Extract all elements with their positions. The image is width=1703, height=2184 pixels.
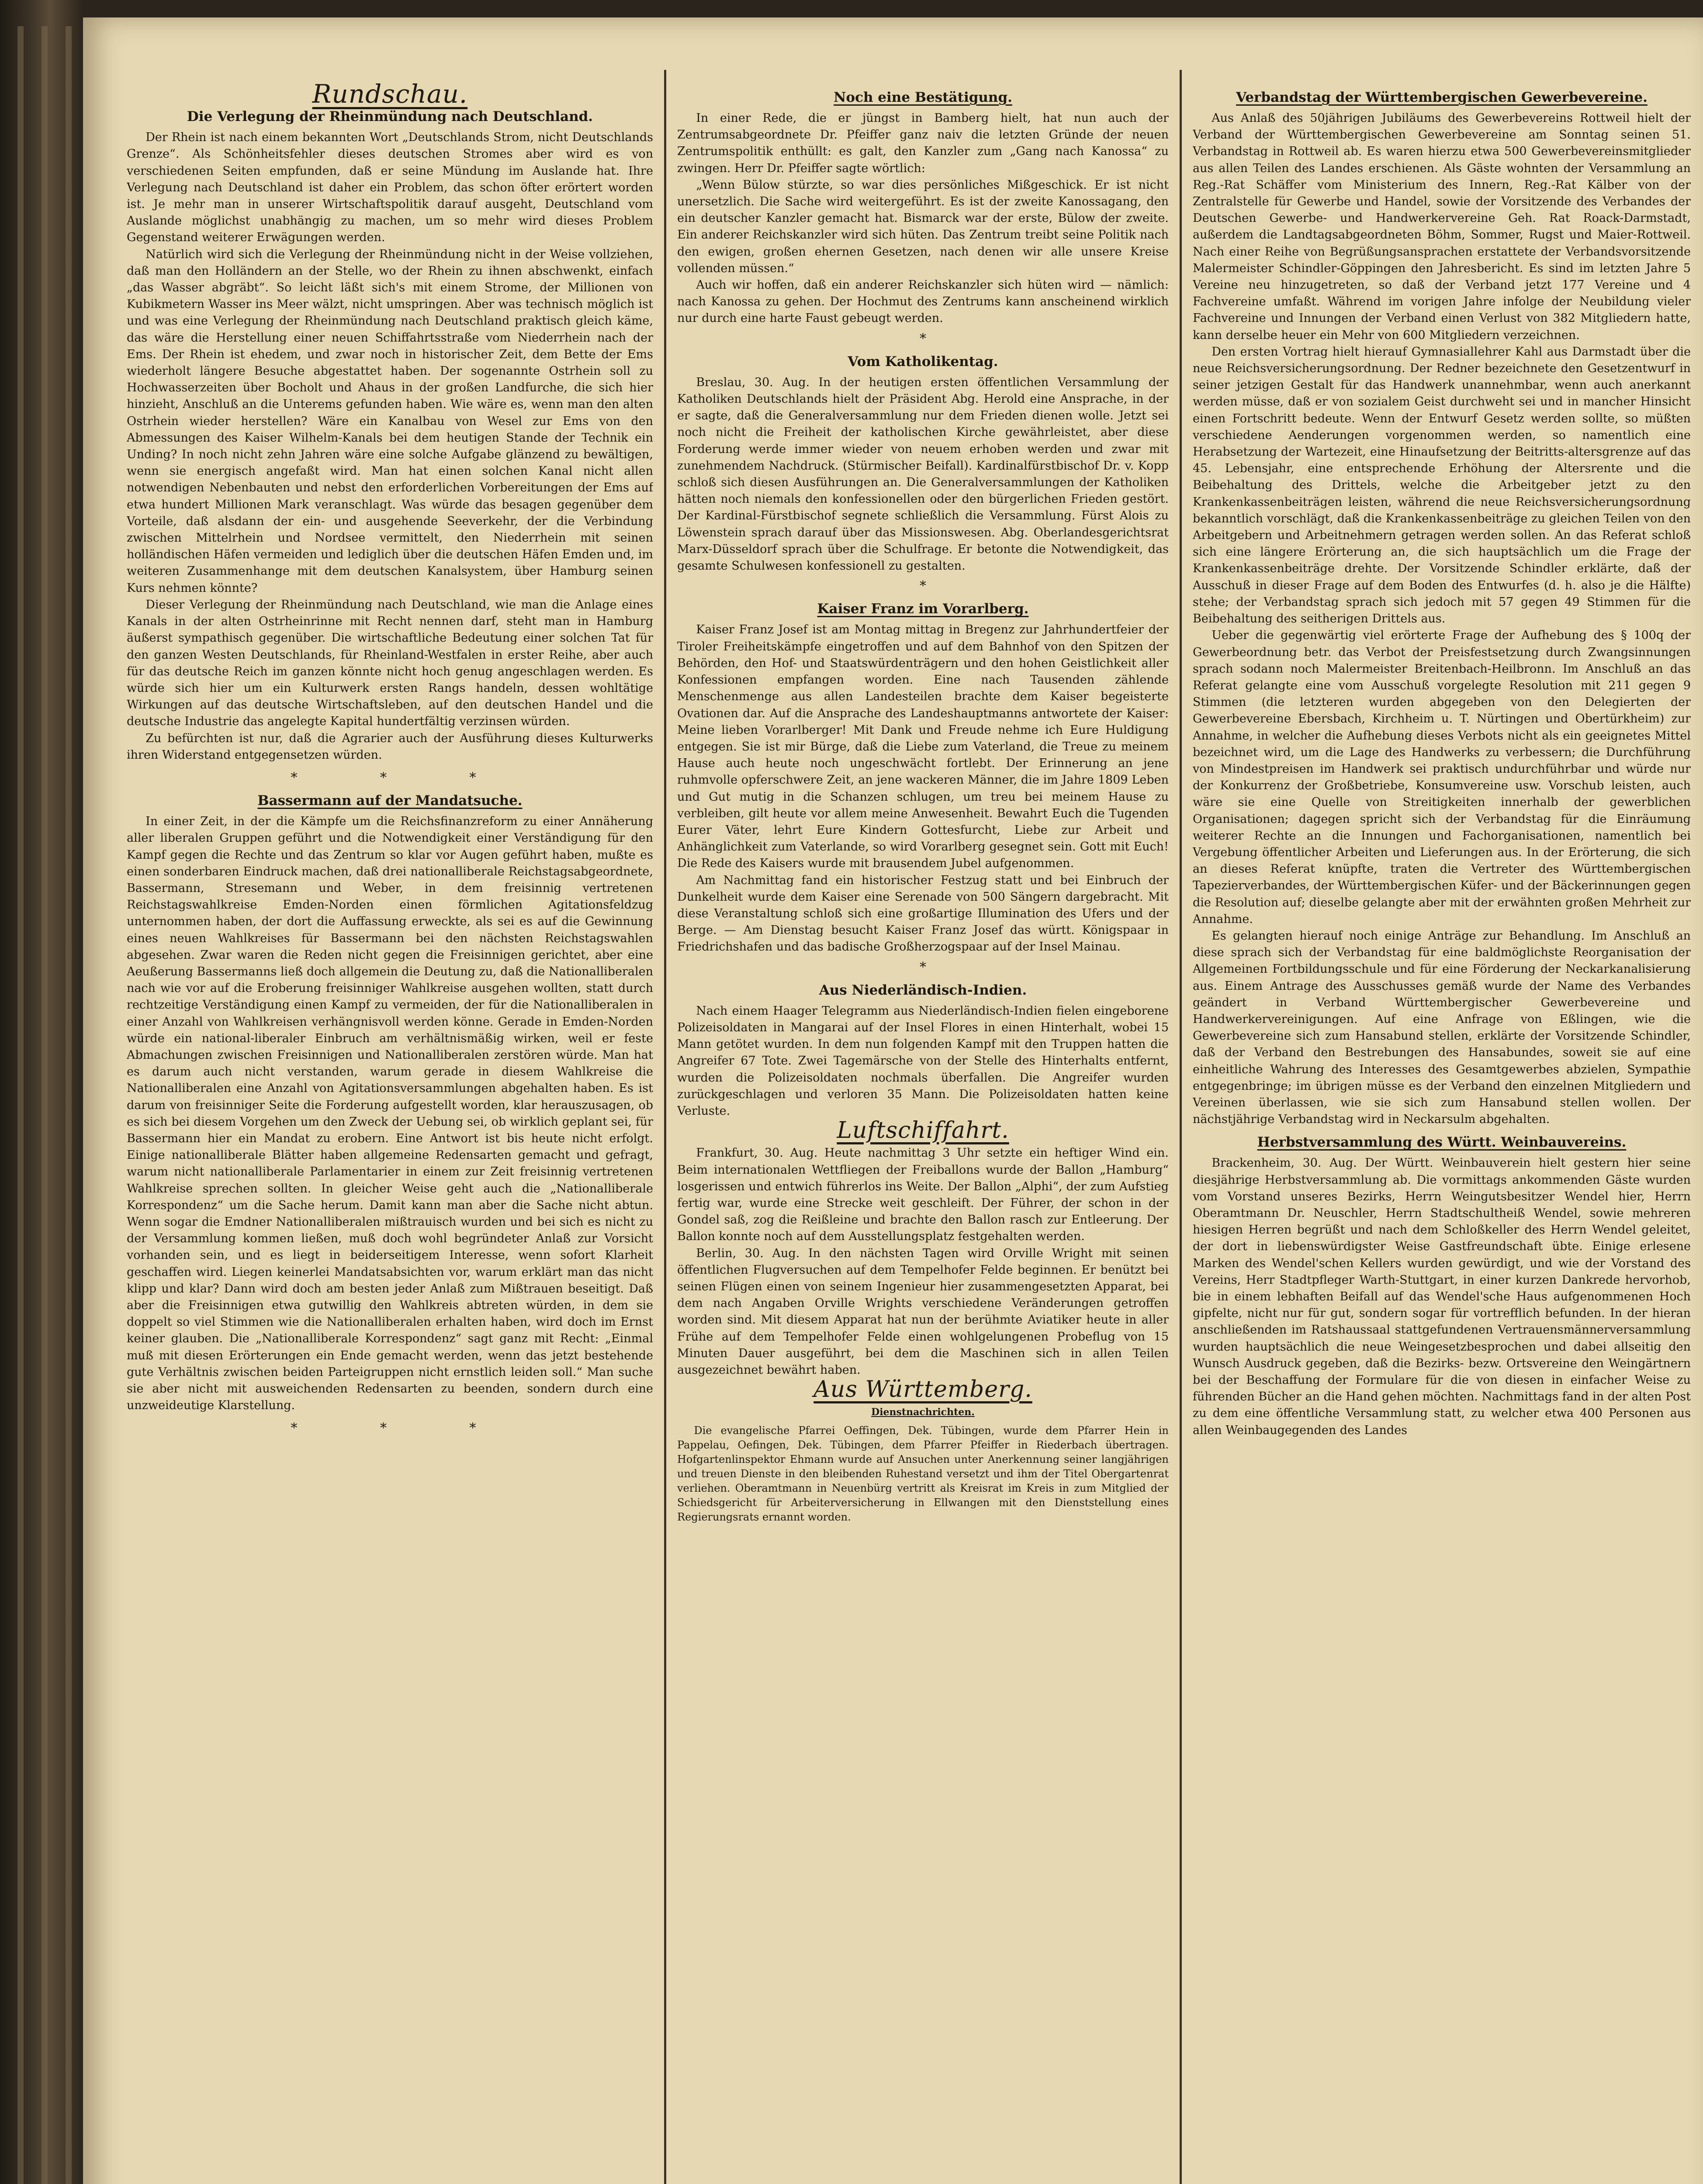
article-body: [677, 1145, 1169, 1379]
page-edge: [66, 26, 72, 2184]
newspaper-page: [83, 17, 1703, 2184]
separator-star: *: [920, 331, 926, 346]
article-body: [127, 129, 653, 764]
article-body: [677, 1424, 1169, 1524]
book-binding: [0, 0, 83, 2184]
separator-stars: * * *: [291, 770, 516, 785]
paragraph: Es gelangten hierauf noch einige Anträge zur Behandlung. Im Anschluß an diese sprach sich der Verbandstag für eine baldmöglichste Reorganisation der Allgemeinen Fortbildungsschule und für eine Förderung der Neckarkanalisierung aus. Einem Antrage des Ausschusses gemäß wurde der Name des Verbandes geändert in Verband Württembergischer Gewerbevereine und Handwerkervereinigungen. Auf eine Anfrage von Eßlingen, wie die Gewerbevereine sich zum Hansabund stellen, erklärte der Vorsitzende Schindler, daß der Verband den Bestrebungen des Hansabundes, soweit sie auf eine einheitliche Wahrung des Interesses des Gesamtgewerbes abzielen, Sympathie entgegenbringe; im übrigen müsse es der Verband den einzelnen Mitgliedern und Vereinen überlassen, wie sie sich zum Hansabund stellen wollen. Der nächstjährige Verbandstag wird in Neckarsulm abgehalten.: [1193, 929, 1691, 1127]
article-body: [1193, 1155, 1691, 1438]
article-headline: Vom Katholikentag.: [848, 353, 998, 370]
article-headline: Die Verlegung der Rheinmündung nach Deutschland.: [187, 109, 593, 125]
article-headline: Bassermann auf der Mandatsuche.: [257, 793, 523, 809]
paragraph: Nach einem Haager Telegramm aus Niederländisch-Indien fielen eingeborene Polizeisoldaten in Mangarai auf der Insel Flores in einen Hinterhalt, wobei 15 Mann getötet wurden. In dem nun folgenden Kampf mit den Truppen hatten die Angreifer 67 Tote. Zwei Tagemärsche von der Stelle des Hinterhalts entfernt, wurden die Polizeisoldaten nochmals überfallen. Die Angreifer wurden zurückgeschlagen und verloren 35 Mann. Die Polizeisoldaten hatten keine Verluste.: [677, 1004, 1169, 1118]
column-1: [127, 83, 653, 2184]
section-title: Aus Württemberg.: [813, 1376, 1032, 1403]
column-rule: [1180, 70, 1182, 2184]
section-title: Rundschau.: [312, 83, 468, 109]
paragraph: Auch wir hoffen, daß ein anderer Reichskanzler sich hüten wird — nämlich: nach Kanossa zu gehen. Der Hochmut des Zentrums kann anscheinend wirklich nur durch eine harte Faust gebeugt werden.: [677, 278, 1169, 325]
separator-stars: * * *: [291, 1420, 516, 1436]
paragraph: Aus Anlaß des 50jährigen Jubiläums des Gewerbevereins Rottweil hielt der Verband der Württembergischen Gewerbevereine am Sonntag seinen 51. Verbandstag in Rottweil ab. Es waren hierzu etwa 500 Gewerbevereinsmitglieder aus allen Teilen des Landes erschienen. Als Gäste wohnten der Versammlung an Reg.-Rat Schäffer vom Ministerium des Innern, Reg.-Rat Kälber von der Zentralstelle für Gewerbe und Handel, sowie der Vorsitzende des Verbandes der Deutschen Gewerbe- und Handwerkervereine Geh. Rat Roack-Darmstadt, außerdem die Landtagsabgeordneten Böhm, Sommer, Rugst und Maier-Rottweil. Nach einer Reihe von Begrüßungsansprachen erstattete der Verbandsvorsitzende Malermeister Schindler-Göppingen den Jahresbericht. Es sind im letzten Jahre 5 Vereine neu hinzugetreten, so daß der Verband jetzt 177 Vereine und 4 Fachvereine umfaßt. Während im vorigen Jahre infolge der Neubildung vieler Fachvereine und Innungen der Verband einen Verlust von 382 Mitgliedern hatte, kann derselbe heuer ein Mehr von 600 Mitgliedern verzeichnen.: [1193, 111, 1691, 342]
column-3: [1193, 83, 1691, 2184]
paragraph: Frankfurt, 30. Aug. Heute nachmittag 3 Uhr setzte ein heftiger Wind ein. Beim internationalen Wettfliegen der Freiballons wurde der Ballon „Hamburg“ losgerissen und entwich führerlos ins Weite. Der Ballon „Alphi“, der zum Aufstieg fertig war, wurde eine Strecke weit geschleift. Der Führer, der schon in der Gondel saß, zog die Reißleine und brachte den Ballon rasch zur Entleerung. Der Ballon konnte noch auf dem Ausstellungsplatz festgehalten werden.: [677, 1146, 1169, 1244]
paragraph: Brackenheim, 30. Aug. Der Württ. Weinbauverein hielt gestern hier seine diesjährige Herbstversammlung ab. Die vormittags ankommenden Gäste wurden vom Vorstand unseres Bezirks, Herrn Weingutsbesitzer Wendel hier, Herrn Oberamtmann Dr. Neuschler, Herrn Stadtschultheiß Wendel, sowie mehreren hiesigen Herren begrüßt und nach dem Schloßkeller des Herrn Wendel geleitet, der dort in liebenswürdigster Weise Gastfreundschaft übte. Einige erlesene Marken des Wendel'schen Kellers wurden gewürdigt, und wie der Vorstand des Vereins, Herr Stadtpfleger Warth-Stuttgart, in einer kurzen Dankrede hervorhob, bie in einem lebhaften Beifall auf das Wendel'sche Haus aufgenommenen Hoch gipfelte, nicht nur für gut, sondern sogar für vortrefflich befunden. In der hieran anschließenden im Ratshaussaal stattgefundenen Vertrauensmännerversammlung wurden hauptsächlich die neue Weingesetzbesprochen und dabei allseitig den Wunsch Ausdruck gegeben, daß die Bezirks- bezw. Ortsvereine den Weingärtnern bei der Beschaffung der Formulare für die von diesen in einfacher Weise zu führenden Bücher an die Hand gehen möchten. Nachmittags fand in der alten Post zu dem eine öffentliche Versammlung statt, zu welcher etwa 400 Personen aus allen Weinbaugegenden des Landes: [1193, 1156, 1691, 1437]
article-body: [677, 1003, 1169, 1120]
paragraph: Natürlich wird sich die Verlegung der Rheinmündung nicht in der Weise vollziehen, daß man den Holländern an der Stelle, wo der Rhein zu ihnen abschwenkt, einfach „das Wasser abgräbt“. So leicht läßt sich's mit einem Strome, der Millionen von Kubikmetern Wasser ins Meer wälzt, nicht umspringen. Aber was technisch möglich ist und was eine Verlegung der Rheinmündung nach Deutschland praktisch gleich käme, das wäre die Herstellung einer neuen Schiffahrtsstraße vom Niederrhein nach der Ems. Der Rhein ist ehedem, und zwar noch in historischer Zeit, dem Bette der Ems wiederholt längere Besuche abgestattet haben. Der sogenannte Ostrhein soll zu Hochwasserzeiten über Bocholt und Ahaus in der großen Landfurche, die sich hier hinzieht, Anschluß an die Unterems gefunden haben. Wie wäre es, wenn man den alten Ostrhein wieder herstellen? Wäre ein Kanalbau von Wesel zur Ems von den Abmessungen des Kaiser Wilhelm-Kanals bei dem heutigen Stande der Technik ein Unding? In noch nicht zehn Jahren wäre eine solche Aufgabe glänzend zu bewältigen, wenn sie energisch angefaßt wird. Man hat einen solchen Kanal nicht allen notwendigen Nebenbauten und nebst den erforderlichen Vorbereitungen der Ems auf etwa hundert Millionen Mark veranschlagt. Was würde das besagen gegenüber dem Vorteile, daß alsdann der ein- und ausgehende Seeverkehr, der die Verbindung zwischen Mittelrhein und Nordsee vermittelt, den Niederrhein mit seinen holländischen Häfen vermeiden und lediglich über die deutschen Häfen Emden und, im weiteren Zusammenhange mit dem deutschen Kanalsystem, über Hamburg seinen Kurs nehmen könnte?: [127, 247, 653, 595]
article-headline: Herbstversammlung des Württ. Weinbauvereins.: [1257, 1134, 1627, 1151]
separator-star: *: [920, 959, 926, 975]
paragraph: Zu befürchten ist nur, daß die Agrarier auch der Ausführung dieses Kulturwerks ihren Widerstand entgegensetzen würden.: [127, 731, 653, 762]
paragraph: Der Rhein ist nach einem bekannten Wort „Deutschlands Strom, nicht Deutschlands Grenze“. Als Schönheitsfehler dieses deutschen Stromes aber wird es von verschiedenen Seiten empfunden, daß er seine Mündung im Auslande hat. Ihre Verlegung nach Deutschland ist daher ein Problem, das schon öfter erörtert worden ist. Je mehr man in unserer Wirtschaftspolitik darauf ausgeht, Deutschland vom Auslande möglichst unabhängig zu machen, um so mehr wird dieses Problem Gegenstand weiterer Erwägungen werden.: [127, 131, 653, 245]
paragraph: Kaiser Franz Josef ist am Montag mittag in Bregenz zur Jahrhundertfeier der Tiroler Freiheitskämpfe eingetroffen und auf dem Bahnhof von den Spitzen der Behörden, den Hof- und Staatswürdenträgern und den hohen Geistlichkeit aller Konfessionen empfangen worden. Eine nach Tausenden zählende Menschenmenge aus allen Landesteilen brachte dem Kaiser begeisterte Ovationen dar. Auf die Ansprache des Landeshauptmanns antwortete der Kaiser: Meine lieben Vorarlberger! Mit Dank und Freude nehme ich Eure Huldigung entgegen. Sie ist mir Bürge, daß die Liebe zum Vaterland, die Treue zu meinem Hause auch heute noch ungeschwächt fortlebt. Der Erinnerung an jene ruhmvolle opferschwere Zeit, an jene wackeren Männer, die im Jahre 1809 Leben und Gut mutig in die Schanzen schlugen, um treu bei meinem Hause zu verbleiben, gilt heute vor allem meine Anwesenheit. Bewahrt Euch die Tugenden Eurer Väter, lehrt Eure Kindern Gottesfurcht, Liebe zur Arbeit und Anhänglichkeit zum Vaterlande, so wird Vorarlberg gesegnet sein. Gott mit Euch! Die Rede des Kaisers wurde mit brausendem Jubel aufgenommen.: [677, 623, 1169, 871]
article-body: [127, 813, 653, 1414]
article-headline: Noch eine Bestätigung.: [834, 90, 1012, 105]
section-subtitle: Dienstnachrichten.: [871, 1406, 975, 1418]
page-edge: [42, 26, 48, 2184]
column-rule: [664, 70, 666, 2184]
paragraph: Breslau, 30. Aug. In der heutigen ersten öffentlichen Versammlung der Katholiken Deutschlands hielt der Präsident Abg. Herold eine Ansprache, in der er sagte, daß die Generalversammlung nur dem Frieden dienen wolle. Jetzt sei noch nicht die Freiheit der katholischen Kirche gewährleistet, aber diese Forderung werde immer wieder von neuem erhoben werden und zwar mit zunehmendem Nachdruck. (Stürmischer Beifall). Kardinalfürstbischof Dr. v. Kopp schloß sich diesen Ausführungen an. Die Generalversammlungen der Katholiken hätten noch niemals den konfessionellen oder den bürgerlichen Frieden gestört. Der Kardinal-Fürstbischof segnete schließlich die Versammlung. Fürst Alois zu Löwenstein sprach darauf über das Missionswesen. Abg. Oberlandesgerichtsrat Marx-Düsseldorf sprach über die Schulfrage. Er betonte die Notwendigkeit, das gesamte Schulwesen konfessionell zu gestalten.: [677, 375, 1169, 573]
paragraph: Am Nachmittag fand ein historischer Festzug statt und bei Einbruch der Dunkelheit wurde dem Kaiser eine Serenade von 500 Sängern dargebracht. Mit diese Veranstaltung schloß sich eine großartige Illumination des Ufers und der Berge. — Am Dienstag besucht Kaiser Franz Josef das württ. Königspaar in Friedrichshafen und das badische Großherzogspaar auf der Insel Mainau.: [677, 873, 1169, 954]
paragraph: Den ersten Vortrag hielt hierauf Gymnasiallehrer Kahl aus Darmstadt über die neue Reichsversicherungsordnung. Der Redner bezeichnete den Gesetzentwurf in seiner jetzigen Gestalt für das Handwerk unannehmbar, wenn auch anerkannt werden müsse, daß er von sozialem Geist durchweht sei und in mancher Hinsicht einen Fortschritt bedeute. Wenn der Entwurf Gesetz werden sollte, so müßten verschiedene Aenderungen vorgenommen werden, so namentlich eine Herabsetzung der Wartezeit, eine Hinaufsetzung der Beitritts-altersgrenze auf das 45. Lebensjahr, eine entsprechende Erhöhung der Altersrente und die Beibehaltung des Drittels, welche die Arbeitgeber jetzt zu den Krankenkassenbeiträgen leisten, während die neue Reichsversicherungsordnung bekanntlich vorschlägt, daß die Krankenkassenbeiträge zu gleichen Teilen von den Arbeitgebern und Arbeitnehmern getragen werden sollen. An das Referat schloß sich eine längere Erörterung an, die sich hauptsächlich um die Frage der Krankenkassenbeiträge drehte. Der Vorsitzende Schindler erklärte, daß der Ausschuß in dieser Frage auf dem Boden des Entwurfes (d. h. also je die Hälfte) stehe; der Verbandstag sprach sich jedoch mit 57 gegen 49 Stimmen für die Beibehaltung des seitherigen Drittels aus.: [1193, 345, 1691, 626]
separator-star: *: [920, 578, 926, 594]
article-headline: Verbandstag der Württembergischen Gewerbevereine.: [1236, 90, 1648, 105]
article-headline: Kaiser Franz im Vorarlberg.: [817, 601, 1029, 617]
paragraph: Die evangelische Pfarrei Oeffingen, Dek. Tübingen, wurde dem Pfarrer Hein in Pappelau, Oefingen, Dek. Tübingen, dem Pfarrer Pfeiffer in Riederbach übertragen. Hofgartenlinspektor Ehmann wurde auf Ansuchen unter Anerkennung seiner langjährigen und treuen Dienste in den bleibenden Ruhestand versetzt und ihm der Titel Obergartenrat verliehen. Oberamtmann in Neuenbürg vertritt als Kreisrat im Kreis in zum Mitglied der Schiedsgericht für Arbeiterversicherung in Ellwangen mit den Dienststellung eines Regierungsrats ernannt worden.: [677, 1424, 1169, 1523]
article-body: [677, 622, 1169, 955]
article-body: [677, 110, 1169, 327]
article-body: [1193, 110, 1691, 1128]
article-headline: Aus Niederländisch-Indien.: [819, 982, 1027, 998]
paragraph: Berlin, 30. Aug. In den nächsten Tagen wird Orville Wright mit seinen öffentlichen Flugversuchen auf dem Tempelhofer Felde beginnen. Er benützt bei seinen Flügen einen von seinem Ingenieur hier zusammengesetzten Apparat, bei dem nach Angaben Orville Wrights verschiedene Veränderungen getroffen worden sind. Mit diesem Apparat hat nun der berühmte Aviatiker heute in aller Frühe auf dem Tempelhofer Felde einen wohlgelungenen Probeflug von 15 Minuten Dauer ausgeführt, bei dem die Maschinen sich in allen Teilen ausgezeichnet bewährt haben.: [677, 1246, 1169, 1377]
section-title: Luftschiffahrt.: [837, 1117, 1009, 1144]
paragraph: In einer Zeit, in der die Kämpfe um die Reichsfinanzreform zu einer Annäherung aller liberalen Gruppen geführt und die Notwendigkeit einer Verständigung für den Kampf gegen die Rechte und das Zentrum so klar vor Augen geführt haben, mußte es einen sonderbaren Eindruck machen, daß drei nationalliberale Reichstagsabgeordnete, Bassermann, Stresemann und Weber, in dem freisinnig vertretenen Reichstagswahlkreise Emden-Norden einen förmlichen Agitationsfeldzug unternommen haben, der dort die Auffassung erweckte, als sei es auf die Gewinnung eines neuen Wahlkreises für Bassermann bei den nächsten Reichstagswahlen abgesehen. Zwar waren die Reden nicht gegen die Freisinnigen gerichtet, aber eine Aeußerung Bassermanns ließ doch allgemein die Deutung zu, daß die Nationalliberalen nach wie vor auf die Eroberung freisinniger Wahlkreise ausgehen wollten, statt durch rechtzeitige Verständigung einen Kampf zu vermeiden, der für die Nationalliberalen in einer Anzahl von Wahlkreisen verhängnisvoll werden könne. Gerade in Emden-Norden würde ein national-liberaler Einbruch am verhältnismäßig wirken, weil er feste Abmachungen zwischen Freisinnigen und Nationalliberalen zerstören würde. Man hat es darum auch nicht verstanden, warum gerade in diesem Wahlkreise die Nationalliberalen eine Anzahl von Agitationsversammlungen abgehalten haben. Es ist darum von freisinniger Seite die Forderung aufgestellt worden, klar herauszusagen, ob es sich bei diesem Vorgehen um den Zweck der Uebung sei, ob wirklich geplant sei, für Bassermann hier ein Mandat zu erobern. Eine Antwort ist bis heute nicht erfolgt. Einige nationalliberale Blätter haben allgemeine Redensarten gemacht und gefragt, warum nicht nationalliberale Parlamentarier in einem zur Zeit freisinnig vertretenen Wahlkreise sprechen sollten. In gleicher Weise geht auch die „Nationalliberale Korrespondenz“ um die Sache herum. Damit kann man aber die Sache nicht abtun. Wenn sogar die Emdner Nationalliberalen mißtrauisch wurden und bei sich es nicht zu der Versammlung kommen ließen, muß doch wohl begründeter Anlaß zur Vorsicht vorhanden sein, und es liegt in beiderseitigem Interesse, wenn sofort Klarheit geschaffen wird. Liegen keinerlei Mandatsabsichten vor, warum erklärt man das nicht klipp und klar? Dann wird doch am besten jeder Anlaß zum Mißtrauen beseitigt. Daß aber die Freisinnigen etwa gutwillig den Wahlkreis abtreten würden, in dem sie doppelt so viel Stimmen wie die Nationalliberalen erhalten haben, wird doch im Ernst keiner glauben. Die „Nationalliberale Korrespondenz“ sagt ganz mit Recht: „Einmal muß mit diesen Erörterungen ein Ende gemacht werden, wenn das jetzt bestehende gute Verhältnis zwischen beiden Parteigruppen nicht ernstlich leiden soll.“ Man suche sie aber nicht mit ausweichenden Redensarten zu beenden, sondern durch eine unzweideutige Klarstellung.: [127, 815, 653, 1413]
paragraph: Dieser Verlegung der Rheinmündung nach Deutschland, wie man die Anlage eines Kanals in der alten Ostrheinrinne mit Recht nennen darf, steht man in Hamburg äußerst sympathisch gegenüber. Die wirtschaftliche Bedeutung einer solchen Tat für den ganzen Westen Deutschlands, für Rheinland-Westfalen in erster Reihe, aber auch für das deutsche Reich im ganzen könnte nicht hoch genug angeschlagen werden. Es würde sich hier um ein Kulturwerk ersten Rangs handeln, dessen wohltätige Wirkungen auf das deutsche Wirtschaftsleben, auf den deutschen Handel und die deutsche Industrie das angelegte Kapital hundertfältig verzinsen würden.: [127, 598, 653, 729]
article-body: [677, 374, 1169, 574]
paragraph: Ueber die gegenwärtig viel erörterte Frage der Aufhebung des § 100q der Gewerbeordnung betr. das Verbot der Preisfestsetzung durch Zwangsinnungen sprach sodann noch Malermeister Breitenbach-Heilbronn. Im Anschluß an das Referat gelangte eine vom Ausschuß vorgelegte Resolution mit 211 gegen 9 Stimmen (die letzteren wurden abgegeben von den Delegierten der Gewerbevereine Ebersbach, Kirchheim u. T. Nürtingen und Obertürkheim) zur Annahme, in welcher die Aufhebung dieses Verbots nicht als ein geeignetes Mittel bezeichnet wird, um die Lage des Handwerks zu verbessern; die Durchführung von Mindestpreisen im Handwerk sei praktisch undurchführbar und würde nur der Konkurrenz der Großbetriebe, Konsumvereine usw. Vorschub leisten, auch wäre sie eine Quelle von Streitigkeiten innerhalb der gewerblichen Organisationen; dagegen spricht sich der Verbandstag für die Einräumung weiterer Rechte an die Innungen und Fachorganisationen, namentlich bei Vergebung öffentlicher Arbeiten und Lieferungen aus. In der Erörterung, die sich an dieses Referat knüpfte, traten die Vertreter des Württembergischen Tapezierverbandes, der Württembergischen Küfer- und der Bäckerinnungen gegen die Resolution auf; dieselbe gelangte aber mit der erwähnten großen Mehrheit zur Annahme.: [1193, 629, 1691, 926]
column-2: [677, 83, 1169, 2184]
page-edge: [17, 26, 24, 2184]
paragraph: In einer Rede, die er jüngst in Bamberg hielt, hat nun auch der Zentrumsabgeordnete Dr. Pfeiffer ganz naiv die letzten Gründe der neuen Zentrumspolitik enthüllt: es galt, den Kanzler zum „Gang nach Kanossa“ zu zwingen. Herr Dr. Pfeiffer sagte wörtlich:: [677, 111, 1169, 175]
paragraph: „Wenn Bülow stürzte, so war dies persönliches Mißgeschick. Er ist nicht unersetzlich. Die Sache wird weitergeführt. Es ist der zweite Kanossagang, den ein deutscher Kanzler gemacht hat. Bismarck war der erste, Bülow der zweite. Ein anderer Reichskanzler wird sich hüten. Das Zentrum treibt seine Politik nach den ewigen, großen ehernen Gesetzen, nach denen wir alle unsere Kreise vollenden müssen.“: [677, 178, 1169, 275]
